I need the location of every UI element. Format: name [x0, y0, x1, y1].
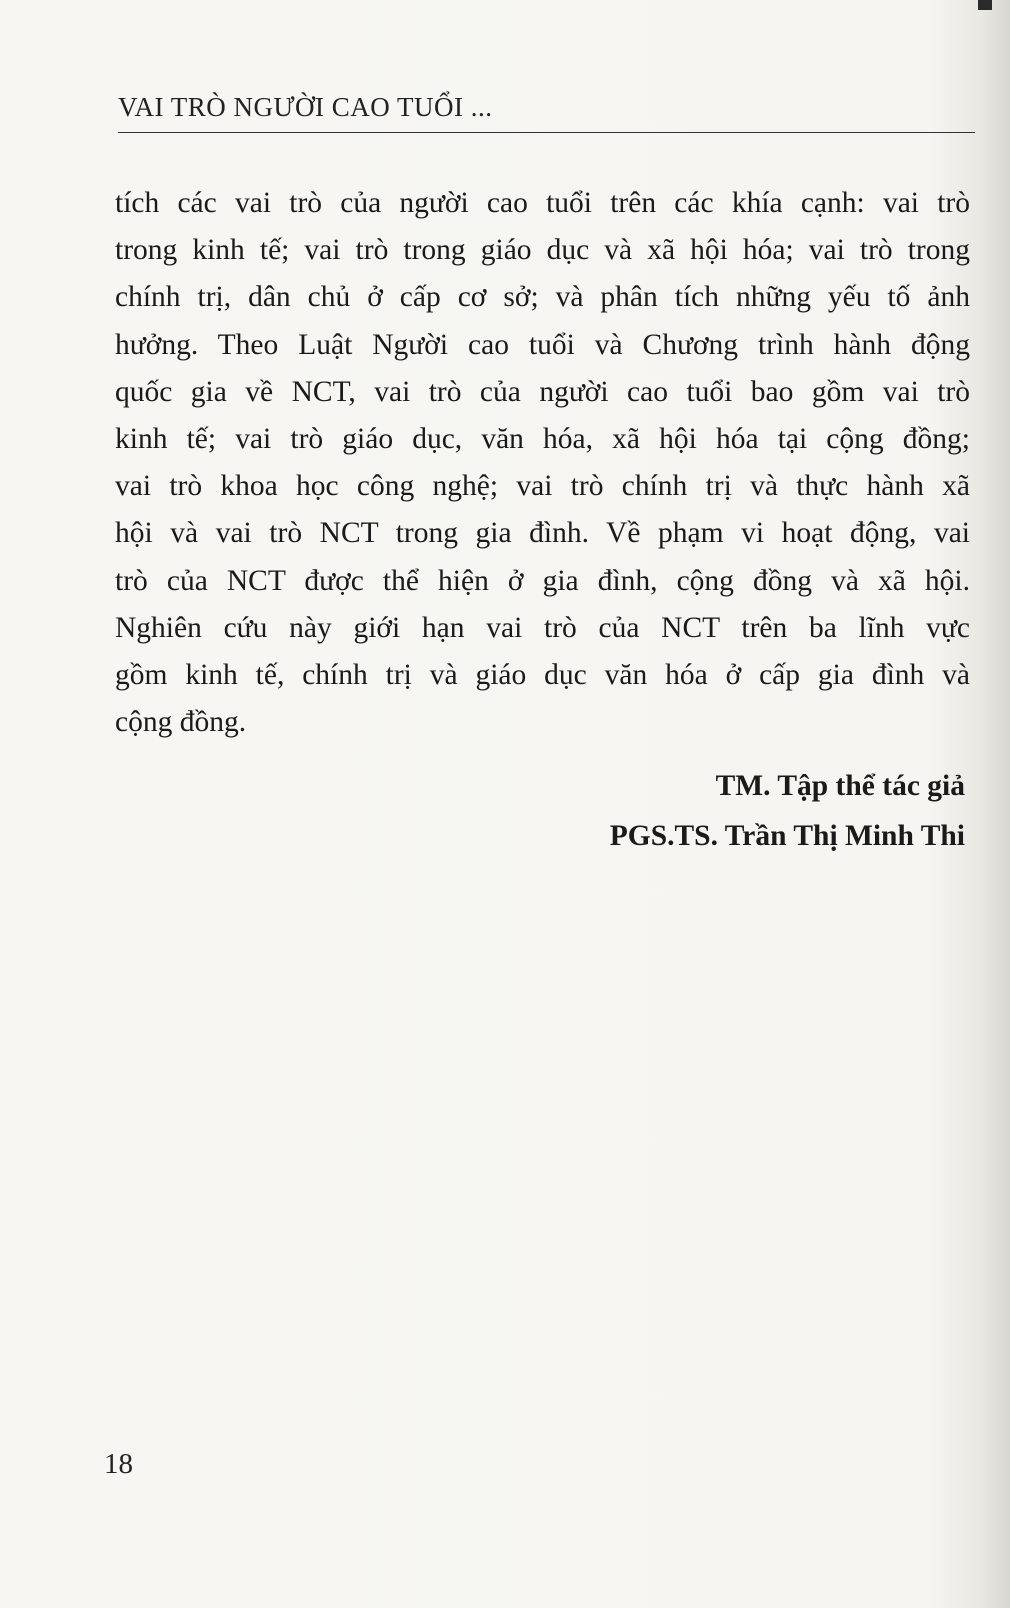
text-line: hội và vai trò NCT trong gia đình. Về phạm vi hoạt động, vai: [115, 517, 970, 550]
text-line: hưởng. Theo Luật Người cao tuổi và Chương trình hành động: [115, 328, 970, 361]
page-number: 18: [104, 1448, 133, 1480]
text-line: trong kinh tế; vai trò trong giáo dục và xã hội hóa; vai trò trong: [115, 234, 970, 267]
running-header: VAI TRÒ NGƯỜI CAO TUỔI ...: [118, 92, 493, 122]
text-line: cộng đồng.: [115, 706, 247, 739]
text-line: gồm kinh tế, chính trị và giáo dục văn hóa ở cấp gia đình và: [115, 659, 970, 692]
text-line: Nghiên cứu này giới hạn vai trò của NCT trên ba lĩnh vực: [115, 611, 970, 644]
text-line: kinh tế; vai trò giáo dục, văn hóa, xã hội hóa tại cộng đồng;: [115, 423, 970, 456]
signature-title: TM. Tập thể tác giả: [715, 770, 965, 802]
body-paragraph: [115, 180, 970, 746]
corner-mark: [978, 0, 992, 10]
text-line: chính trị, dân chủ ở cấp cơ sở; và phân tích những yếu tố ảnh: [115, 281, 970, 314]
header-rule: [118, 132, 975, 133]
text-line: tích các vai trò của người cao tuổi trên các khía cạnh: vai trò: [115, 187, 970, 219]
text-line: vai trò khoa học công nghệ; vai trò chính trị và thực hành xã: [115, 470, 970, 503]
signature-name: PGS.TS. Trần Thị Minh Thi: [609, 820, 965, 852]
text-line: quốc gia về NCT, vai trò của người cao tuổi bao gồm vai trò: [115, 375, 970, 408]
text-line: trò của NCT được thể hiện ở gia đình, cộng đồng và xã hội.: [115, 564, 970, 597]
